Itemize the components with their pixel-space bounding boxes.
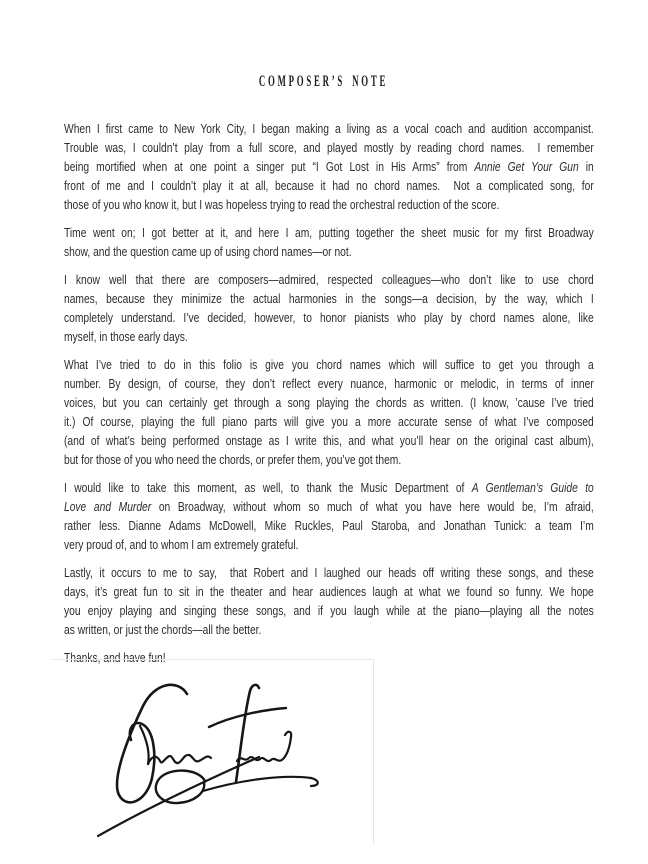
paragraph [64,479,594,555]
text-line: rather less. Dianne Adams McDowell, Mike Ruckles, Paul Staroba, and Jonathan Tunick: a team I’m [64,519,594,533]
text-line: myself, in those early days. [64,330,188,344]
note-body [64,120,594,677]
text-line: What I’ve tried to do in this folio is give you chord names which will suffice to get you through a [64,358,594,372]
text-line: names, because they minimize the actual harmonies in the songs—a decision, by the way, which I [64,292,594,306]
signature-stroke [209,708,286,727]
signature-stroke [98,757,259,836]
signature-image [52,660,374,845]
paragraph [64,224,594,262]
paragraph [64,564,594,640]
paragraph [64,120,594,215]
text-line: show, and the question came up of using chord names—or not. [64,245,352,259]
text-line: those of you who know it, but I was hopeless trying to read the orchestral reduction of the score. [64,198,500,212]
signature-stroke [237,732,291,761]
text-line: Love and Murder on Broadway, without whom so much of what you have here would be, I’m afraid, [64,500,594,514]
signature-stroke [148,755,211,764]
text-line: voices, but you can certainly get through a song playing the chords as written. (I know, ’cause I’ve tried [64,396,594,410]
paragraph [64,271,594,347]
text-line: When I first came to New York City, I began making a living as a vocal coach and audition accompanist. [64,122,594,136]
text-line: as written, or just the chords—all the better. [64,623,262,637]
text-line: being mortified when at one point a singer put “I Got Lost in His Arms” from Annie Get Your Gun in [64,160,594,174]
page-title [0,74,648,90]
signature-stroke [203,777,318,791]
text-line: you enjoy playing and singing these songs, and if you laugh while at the piano—playing all the notes [64,604,594,618]
signature-stroke [236,685,259,782]
paragraph [64,356,594,470]
text-line: very proud of, and to whom I am extremely grateful. [64,538,299,552]
signature-stroke [156,771,205,803]
text-line: I would like to take this moment, as well, to thank the Music Department of A Gentleman’s Guide to [64,481,594,495]
text-line: days, it’s great fun to sit in the theater and hear audiences laugh at what we found so funny. We hope [64,585,594,599]
text-line: but for those of you who need the chords, or prefer them, you’ve got them. [64,453,402,467]
signature-stroke [140,726,149,764]
text-line: Lastly, it occurs to me to say, that Robert and I laughed our heads off writing these songs, and these [64,566,594,580]
page-title-text: COMPOSER’S NOTE [259,73,389,90]
text-line: completely understand. I’ve decided, however, to honor pianists who play by chord names alone, like [64,311,594,325]
text-line: Time went on; I got better at it, and here I am, putting together the sheet music for my first Broadway [64,226,594,240]
text-line: it.) Of course, playing the full piano parts will give you a more accurate sense of what I’ve composed [64,415,594,429]
signature-stroke [117,685,187,803]
text-line: Trouble was, I couldn’t play from a full score, and played mostly by reading chord names. I remember [64,141,594,155]
text-line: I know well that there are composers—admired, respected colleagues—who don’t like to use chord [64,273,594,287]
text-line: front of me and I couldn’t play it at all, because it had no chord names. Not a complicated song, for [64,179,594,193]
text-line: Thanks, and have fun! [64,651,166,665]
text-line: (and of what’s being performed onstage as I write this, and what you’ll hear on the original cast album), [64,434,594,448]
text-line: number. By design, of course, they don’t reflect every nuance, harmonic or melodic, in terms of inner [64,377,594,391]
